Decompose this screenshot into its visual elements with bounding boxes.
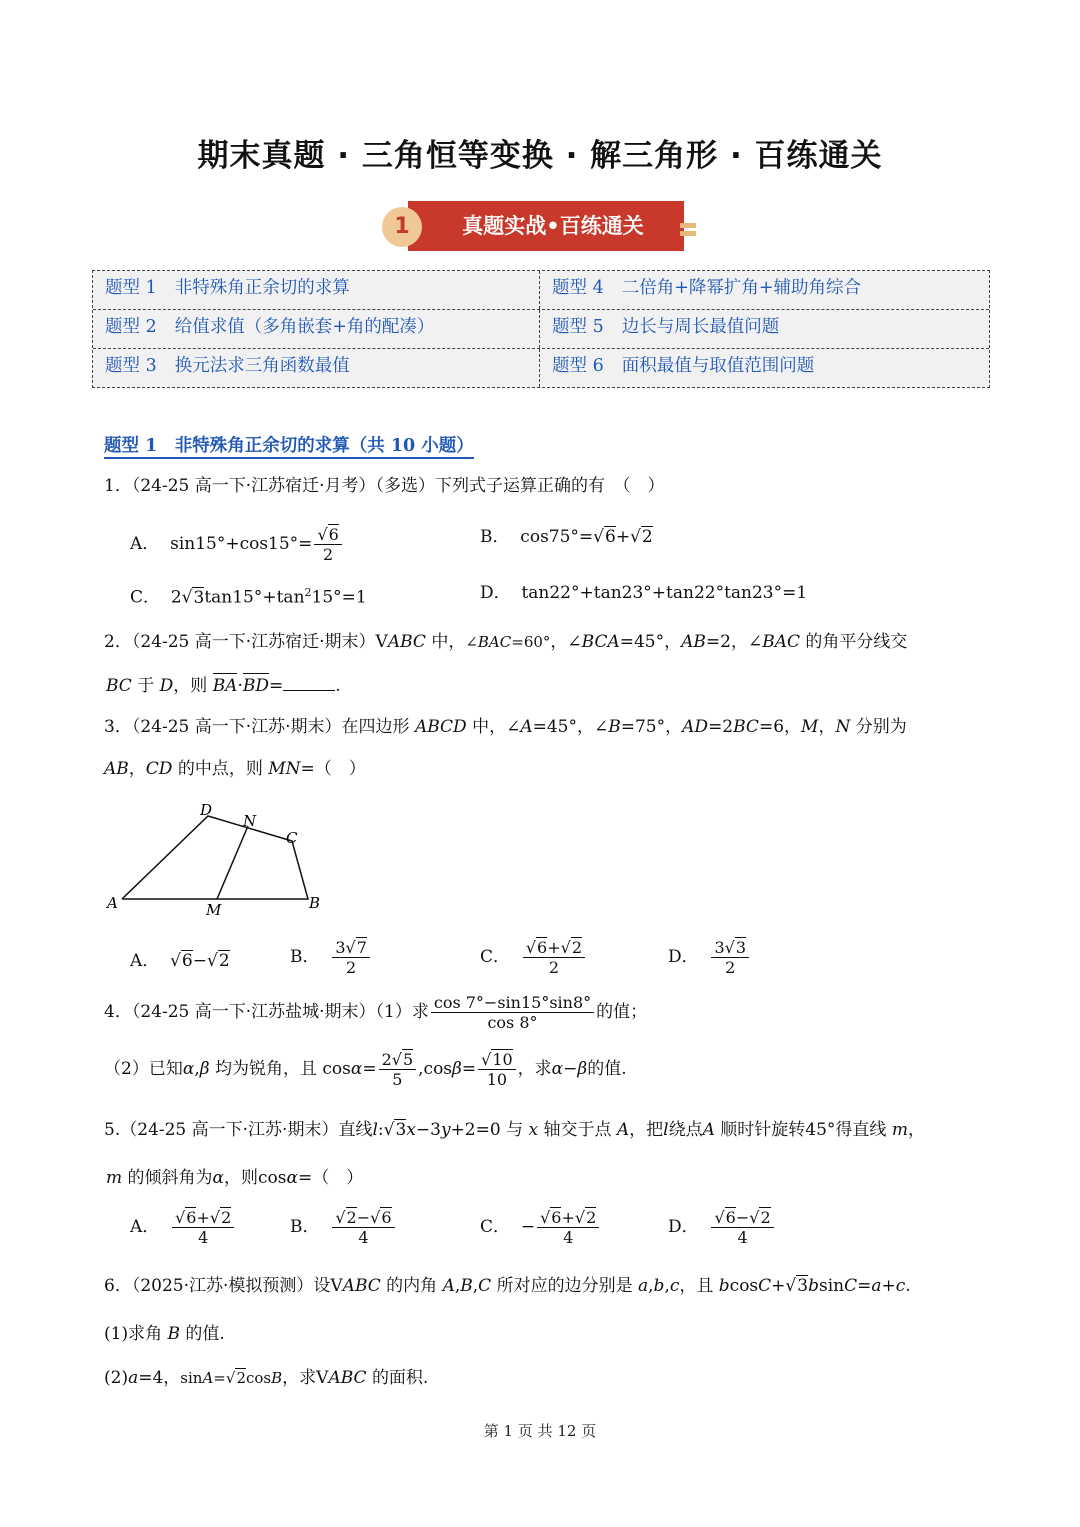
- question-6-part2: (2)a=4，sinA=√2cosB，求VABC 的面积.: [104, 1368, 429, 1388]
- question-3-line2: AB，CD 的中点，则 MN=（ ）: [104, 759, 366, 779]
- topic-cell: 题型 1 非特殊角正余切的求算: [93, 271, 540, 309]
- banner-decoration: [680, 223, 696, 228]
- vertex-label-d: D: [200, 801, 213, 819]
- q1-option-c: C． $2√3\tan 15^\circ+\tan^215^\circ=1$: [130, 586, 367, 608]
- question-3-stem: 3．（24-25 高一下·江苏·期末）在四边形 ABCD 中，∠A=45°，∠B=75°，AD=2BC=6，M，N 分别为: [104, 717, 907, 737]
- banner-number: 1: [382, 207, 422, 247]
- question-6-part1: (1)求角 B 的值.: [104, 1324, 225, 1344]
- topic-row: [93, 271, 989, 310]
- vertex-label-c: C: [286, 829, 298, 847]
- question-6-stem: 6．（2025·江苏·模拟预测）设VABC 的内角 A,B,C 所对应的边分别是 a,b,c，且 bcosC+√3bsinC=a+c.: [104, 1276, 911, 1296]
- page-title: 期末真题 · 三角恒等变换 · 解三角形 · 百练通关: [197, 138, 883, 174]
- question-1-stem: 1．（24-25 高一下·江苏宿迁·月考）（多选）下列式子运算正确的有 （ ）: [104, 476, 665, 496]
- q3-option-c: C． $\frac{√6+√2}{2}$: [480, 938, 587, 977]
- section-heading: 题型 1 非特殊角正余切的求算（共 10 小题）: [104, 432, 474, 459]
- page-footer: 第 1 页 共 12 页: [483, 1422, 597, 1440]
- question-2-line2: BC 于 D，则 BA·BD= .: [106, 676, 341, 696]
- q1-option-b: B． cos75°=√6+√2: [480, 527, 653, 547]
- topic-cell: 题型 5 边长与周长最值问题: [552, 317, 780, 337]
- q5-option-c: C． − $\frac{√6+√2}{4}$: [480, 1208, 601, 1247]
- topic-cell: 题型 6 面积最值与取值范围问题: [552, 356, 815, 376]
- topic-cell: 题型 4 二倍角+降幂扩角+辅助角综合: [552, 278, 862, 298]
- topic-cell: 题型 3 换元法求三角函数最值: [93, 349, 540, 387]
- topic-row: [93, 310, 989, 349]
- question-5-line2: m 的倾斜角为α，则cosα=（ ）: [106, 1168, 364, 1188]
- question-4-stem: 4．（24-25 高一下·江苏盐城·期末）（1）求 $\frac{\cos 7^\circ-\sin 15^\circ\sin 8^\circ}{\cos 8^\circ}$ 的值；: [104, 993, 648, 1032]
- q1-option-d: D． tan22°+tan23°+tan22°tan23°=1: [480, 583, 808, 603]
- quadrilateral-figure: [100, 796, 330, 921]
- q3-option-a: A． √6−√2: [130, 951, 230, 971]
- q3-option-d: D． $\frac{3√3}{2}$: [668, 938, 751, 977]
- banner-label: 真题实战•百练通关: [408, 201, 684, 251]
- question-5-stem: 5.（24-25 高一下·江苏·期末）直线l:√3x−3y+2=0 与 x 轴交于点 A，把l绕点A 顺时针旋转45°得直线 m，: [104, 1120, 925, 1140]
- section-banner: [380, 201, 700, 253]
- topic-row: [93, 349, 989, 387]
- vertex-label-m: M: [206, 901, 222, 919]
- vertex-label-b: B: [309, 894, 321, 912]
- banner-decoration: [680, 231, 696, 236]
- q5-option-b: B． $\frac{√2-√6}{4}$: [290, 1208, 397, 1247]
- topic-table: [92, 270, 990, 388]
- q5-option-d: D． $\frac{√6-√2}{4}$: [668, 1208, 776, 1247]
- q1-option-a: A． sin15°+cos15°= $\frac{√6}{2}$: [130, 525, 344, 564]
- q5-option-a: A． $\frac{√6+√2}{4}$: [130, 1208, 236, 1247]
- vertex-label-a: A: [107, 894, 118, 912]
- question-2-stem: 2．（24-25 高一下·江苏宿迁·期末）VABC 中，∠BAC=60°，∠BCA=45°，AB=2，∠BAC 的角平分线交: [104, 632, 908, 652]
- vertex-label-n: N: [243, 812, 257, 830]
- question-4-line2: （2）已知α,β 均为锐角，且 cosα= $\frac{2√5}{5}$ ,cosβ= $\frac{√10}{10}$ ，求α−β的值.: [104, 1050, 627, 1089]
- q3-option-b: B． $\frac{3√7}{2}$: [290, 938, 372, 977]
- topic-cell: 题型 2 给值求值（多角嵌套+角的配凑）: [93, 310, 540, 348]
